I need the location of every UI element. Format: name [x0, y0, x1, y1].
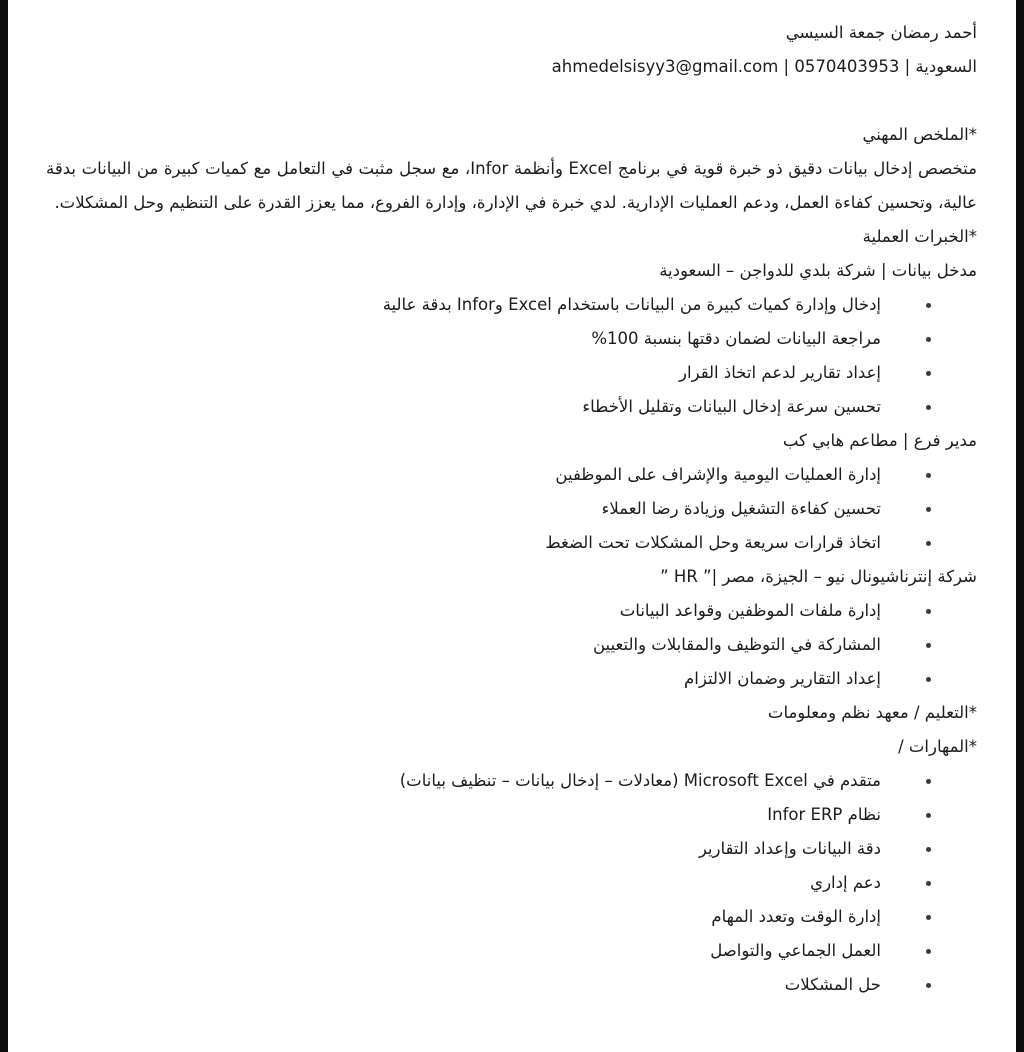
- list-item-text: إدارة العمليات اليومية والإشراف على الموظفين: [555, 465, 881, 484]
- job-title: مدير فرع | مطاعم هابي كب: [782, 431, 977, 450]
- list-item-text: إعداد التقارير وضمان الالتزام: [684, 669, 881, 688]
- experience-heading: *الخبرات العملية: [862, 227, 977, 246]
- list-item-text: إدارة ملفات الموظفين وقواعد البيانات: [619, 601, 881, 620]
- list-item-text: نظام Infor ERP: [767, 805, 881, 824]
- list-item: [46, 390, 977, 424]
- bullet-dot: [926, 541, 931, 546]
- list-item: [46, 866, 977, 900]
- skills-list: [46, 764, 977, 1002]
- bullet-dot: [926, 915, 931, 920]
- bullet-dot: [926, 847, 931, 852]
- list-item-text: المشاركة في التوظيف والمقابلات والتعيين: [593, 635, 881, 654]
- list-item: [46, 628, 977, 662]
- education-heading: *التعليم / معهد نظم ومعلومات: [767, 703, 977, 722]
- list-item-text: إدخال وإدارة كميات كبيرة من البيانات باستخدام Excel وInfor بدقة عالية: [382, 295, 881, 314]
- spacer: [46, 84, 977, 118]
- list-item-text: اتخاذ قرارات سريعة وحل المشكلات تحت الضغط: [545, 533, 881, 552]
- list-item-text: متقدم في Microsoft Excel (معادلات – إدخال بيانات – تنظيف بيانات): [399, 771, 881, 790]
- bullet-dot: [926, 337, 931, 342]
- left-dark-edge: [0, 0, 8, 1052]
- candidate-name: أحمد رمضان جمعة السيسي: [785, 23, 977, 42]
- list-item-text: حل المشكلات: [784, 975, 881, 994]
- bullet-dot: [926, 371, 931, 376]
- list-item-text: دعم إداري: [810, 873, 881, 892]
- list-item-text: مراجعة البيانات لضمان دقتها بنسبة 100%: [591, 329, 881, 348]
- summary-text: متخصص إدخال بيانات دقيق ذو خبرة قوية في برنامج Excel وأنظمة Infor، مع سجل مثبت في التعامل مع كميات كبيرة من البيانات بدقة عالية، وتحسين كفاءة العمل، ودعم العمليات الإدارية. لدي خبرة في الإدارة، وإدارة الفروع، مما يعزز القدرة على التنظيم وحل المشكلات.: [46, 159, 977, 212]
- bullet-dot: [926, 507, 931, 512]
- list-item: [46, 764, 977, 798]
- list-item: [46, 492, 977, 526]
- list-item: [46, 594, 977, 628]
- list-item: [46, 322, 977, 356]
- job-duties-list: [46, 594, 977, 696]
- list-item: [46, 832, 977, 866]
- skills-heading: *المهارات /: [898, 737, 977, 756]
- list-item-text: العمل الجماعي والتواصل: [710, 941, 881, 960]
- list-item-text: إعداد تقارير لدعم اتخاذ القرار: [679, 363, 881, 382]
- list-item-text: دقة البيانات وإعداد التقارير: [698, 839, 881, 858]
- bullet-dot: [926, 303, 931, 308]
- list-item: [46, 458, 977, 492]
- right-dark-edge: [1016, 0, 1024, 1052]
- job-duties-list: [46, 458, 977, 560]
- list-item: [46, 968, 977, 1002]
- list-item-text: إدارة الوقت وتعدد المهام: [711, 907, 881, 926]
- list-item: [46, 798, 977, 832]
- list-item: [46, 526, 977, 560]
- bullet-dot: [926, 473, 931, 478]
- resume-document: [46, 16, 977, 1002]
- bullet-dot: [926, 813, 931, 818]
- list-item: [46, 288, 977, 322]
- job-title: ” HR ”| شركة إنترناشيونال نيو – الجيزة، مصر: [660, 567, 977, 586]
- bullet-dot: [926, 983, 931, 988]
- bullet-dot: [926, 881, 931, 886]
- bullet-dot: [926, 677, 931, 682]
- bullet-dot: [926, 949, 931, 954]
- list-item-text: تحسين سرعة إدخال البيانات وتقليل الأخطاء: [582, 397, 881, 416]
- list-item: [46, 934, 977, 968]
- job-duties-list: [46, 288, 977, 424]
- list-item-text: تحسين كفاءة التشغيل وزيادة رضا العملاء: [601, 499, 881, 518]
- bullet-dot: [926, 779, 931, 784]
- list-item: [46, 662, 977, 696]
- job-title: مدخل بيانات | شركة بلدي للدواجن – السعودية: [659, 261, 977, 280]
- bullet-dot: [926, 405, 931, 410]
- contact-line: السعودية | 0570403953 | ahmedelsisyy3@gmail.com: [551, 57, 977, 76]
- bullet-dot: [926, 643, 931, 648]
- bullet-dot: [926, 609, 931, 614]
- list-item: [46, 900, 977, 934]
- list-item: [46, 356, 977, 390]
- summary-heading: *الملخص المهني: [862, 125, 977, 144]
